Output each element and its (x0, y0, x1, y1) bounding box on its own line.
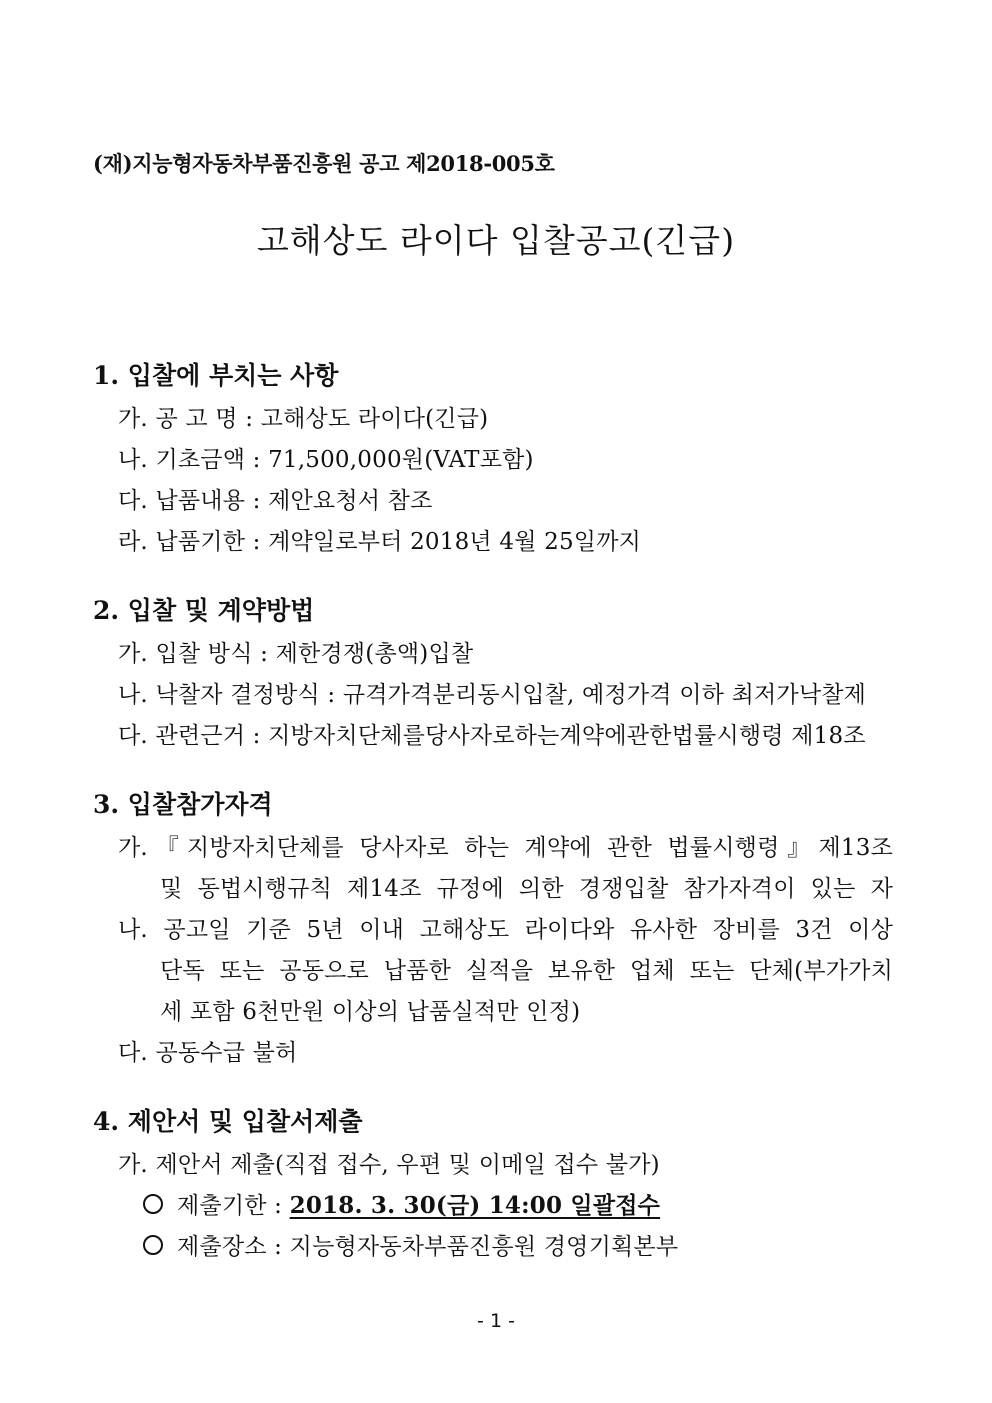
section-3-item-a-line-2: 및 동법시행규칙 제14조 규정에 의한 경쟁입찰 참가자격이 있는 자 (160, 876, 893, 902)
submission-deadline-row (143, 1187, 660, 1220)
page-number: - 1 - (477, 1310, 515, 1332)
section-1-heading: 1. 입찰에 부치는 사항 (93, 361, 339, 390)
submission-place-row (143, 1228, 678, 1261)
section-2-heading: 2. 입찰 및 계약방법 (93, 596, 315, 625)
section-2-item-c: 다. 관련근거 : 지방자치단체를당사자로하는계약에관한법률시행령 제18조 (118, 723, 866, 749)
section-1-item-c: 다. 납품내용 : 제안요청서 참조 (118, 488, 433, 514)
section-2-item-a: 가. 입찰 방식 : 제한경쟁(총액)입찰 (118, 641, 474, 667)
section-3-heading: 3. 입찰참가자격 (93, 790, 273, 819)
section-3-item-a-line-1: 가.『지방자치단체를 당사자로 하는 계약에 관한 법률시행령』제13조 (118, 835, 893, 861)
document-title: 고해상도 라이다 입찰공고(긴급) (256, 221, 736, 260)
submission-deadline-label: 제출기한 : (177, 1193, 290, 1219)
section-4-item-a: 가. 제안서 제출(직접 접수, 우편 및 이메일 접수 불가) (118, 1152, 660, 1178)
submission-place-label: 제출장소 : (177, 1234, 290, 1260)
section-3-item-b-line-3: 세 포함 6천만원 이상의 납품실적만 인정) (160, 999, 581, 1025)
section-1-item-a: 가. 공 고 명 : 고해상도 라이다(긴급) (118, 406, 489, 432)
notice-number: (재)지능형자동차부품진흥원 공고 제2018-005호 (93, 151, 555, 176)
circle-bullet-icon (143, 1235, 163, 1255)
circle-bullet-icon (143, 1194, 163, 1214)
submission-deadline-value: 2018. 3. 30(금) 14:00 일괄접수 (289, 1192, 661, 1219)
section-1-item-d: 라. 납품기한 : 계약일로부터 2018년 4월 25일까지 (118, 529, 642, 555)
section-3-item-c: 다. 공동수급 불허 (118, 1040, 298, 1066)
section-1-item-b: 나. 기초금액 : 71,500,000원(VAT포함) (118, 447, 534, 473)
section-4-heading: 4. 제안서 및 입찰서제출 (93, 1107, 363, 1136)
section-3-item-b-line-1: 나. 공고일 기준 5년 이내 고해상도 라이다와 유사한 장비를 3건 이상 (118, 917, 893, 943)
section-3-item-b-line-2: 단독 또는 공동으로 납품한 실적을 보유한 업체 또는 단체(부가가치 (160, 958, 893, 984)
submission-place-value: 지능형자동차부품진흥원 경영기획본부 (289, 1234, 679, 1260)
section-2-item-b: 나. 낙찰자 결정방식 : 규격가격분리동시입찰, 예정가격 이하 최저가낙찰제 (118, 682, 867, 708)
